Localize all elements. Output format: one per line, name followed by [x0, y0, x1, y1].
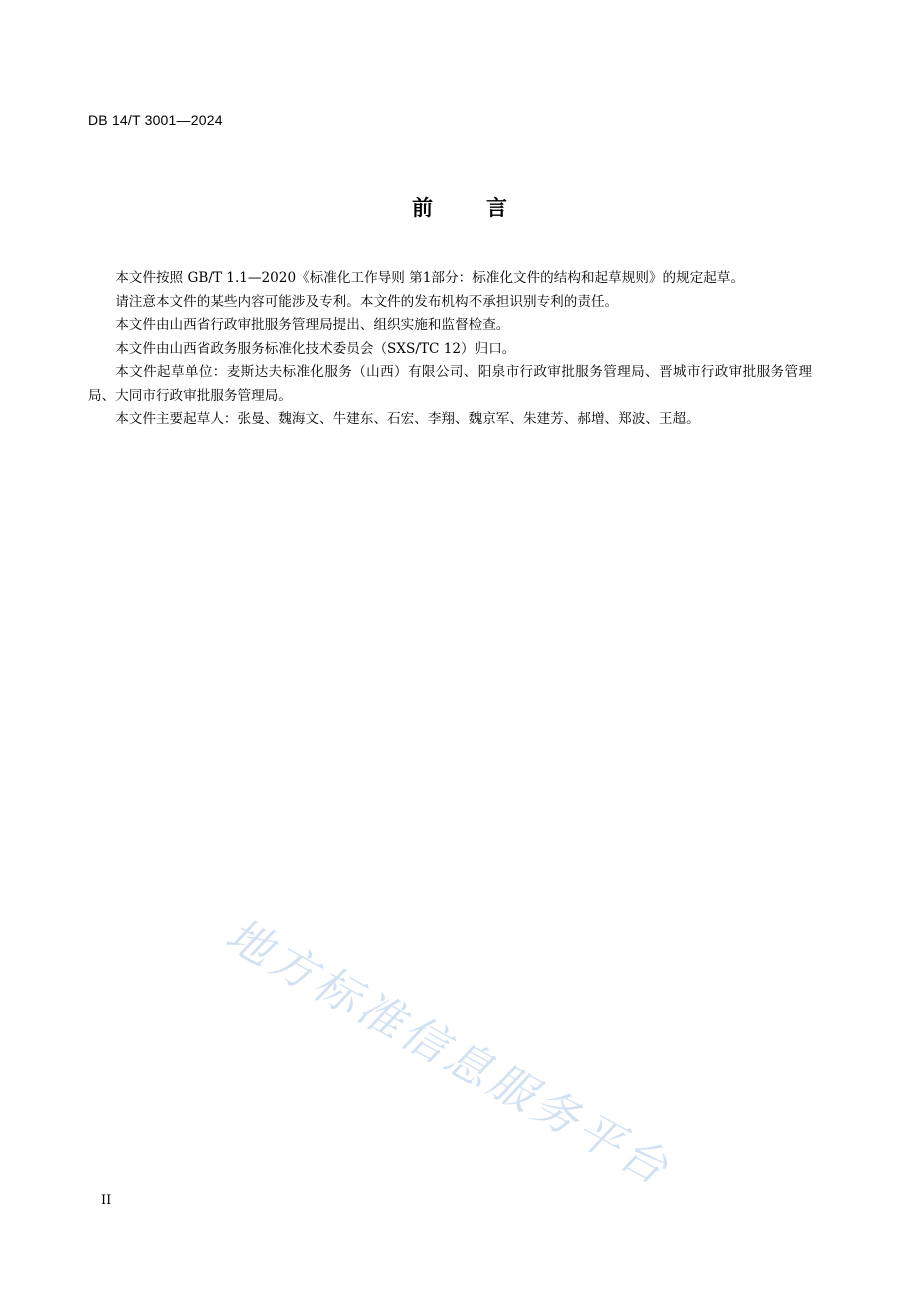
watermark: 地方标准信息服务平台 [217, 907, 681, 1197]
section-title-part-1: 前 [412, 196, 434, 220]
paragraph-committee: 本文件由山西省政务服务标准化技术委员会（SXS/TC 12）归口。 [115, 340, 516, 357]
document-code: DB 14/T 3001—2024 [88, 112, 223, 128]
section-title-part-2: 言 [486, 196, 508, 220]
paragraph-drafting-units: 本文件起草单位：麦斯达夫标准化服务（山西）有限公司、阳泉市行政审批服务管理局、晋城市行政审批服务管理局、大同市行政审批服务管理局。 [88, 364, 812, 404]
section-title [0, 192, 920, 222]
foreword-body [88, 267, 812, 432]
page-number: II [101, 1193, 112, 1208]
paragraph-proposer: 本文件由山西省行政审批服务管理局提出、组织实施和监督检查。 [115, 317, 510, 333]
paragraph-drafting-rules: 本文件按照 GB/T 1.1—2020《标准化工作导则 第1部分：标准化文件的结构和起草规则》的规定起草。 [115, 270, 745, 286]
paragraph-drafters: 本文件主要起草人：张曼、魏海文、牛建东、石宏、李翔、魏京军、朱建芳、郝增、郑波、王超。 [115, 411, 700, 427]
paragraph-patent-notice: 请注意本文件的某些内容可能涉及专利。本文件的发布机构不承担识别专利的责任。 [115, 293, 619, 310]
